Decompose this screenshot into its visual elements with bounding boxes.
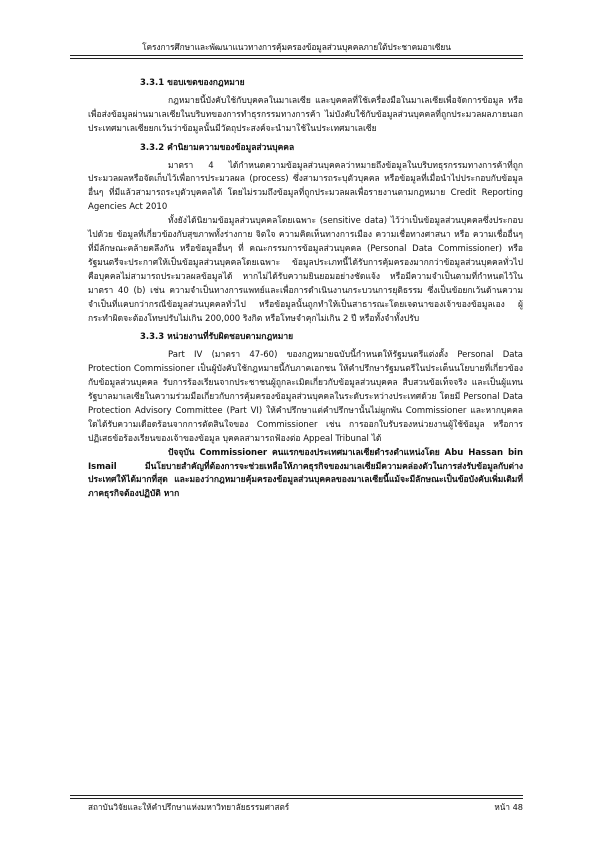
body-content: [88, 72, 523, 502]
footer-institution: สถาบันวิจัยและให้คำปรึกษาแห่งมหาวิทยาลัยธรรมศาสตร์: [88, 802, 290, 812]
scope-paragraph: กฎหมายนี้บังคับใช้กับบุคคลในมาเลเซีย และบุคคลที่ใช้เครื่องมือในมาเลเซียเพื่อจัดการข้อมูล หรือเพื่อส่งข้อมูลผ่านมาเลเซียในบริบทของการทำธุรกรรมทางการค้า ไม่บังคับใช้กับข้อมูลส่วนบุคคลที่ถูกประมวลผลภายนอกประเทศมาเลเซียยกเว้นว่าข้อมูลนั้นมีวัตถุประสงค์จะนำมาใช้ในประเทศมาเลเซีย: [88, 95, 523, 134]
authority-paragraph: Part IV (มาตรา 47-60) ของกฎหมายฉบับนี้กำหนดให้รัฐมนตรีแต่งตั้ง Personal Data Protection Commissioner เป็นผู้บังคับใช้กฎหมายนี้กับภาคเอกชน ให้คำปรึกษารัฐมนตรีในประเด็นนโยบายที่เกี่ยวข้องกับข้อมูลส่วนบุคคล รับการร้องเรียนจากประชาชนผู้ถูกละเมิดเกี่ยวกับข้อมูลส่วนบุคคล สืบสวนข้อเท็จจริง และเป็นผู้แทนรัฐบาลมาเลเซียในความร่วมมือเกี่ยวกับการคุ้มครองข้อมูลส่วนบุคคลในระดับระหว่างประเทศด้วย โดยมี Personal Data Protection Advisory Committee (Part VI) ให้คำปรึกษาแต่คำปรึกษานั้นไม่ผูกพัน Commissioner และหากบุคคลใดได้รับความเดือดร้อนจากการตัดสินใจของ Commissioner เช่น การออกใบรับรองหน่วยงานผู้ใช้ข้อมูล หรือการปฏิเสธข้อร้องเรียนของเจ้าของข้อมูล บุคคลสามารถฟ้องต่อ Appeal Tribunal ได้: [88, 350, 523, 444]
running-header: โครงการศึกษาและพัฒนาแนวทางการคุ้มครองข้อมูลส่วนบุคคลภายใต้ประชาคมอาเซียน: [142, 42, 451, 52]
section-heading-scope: 3.3.1 ขอบเขตของกฎหมาย: [140, 78, 245, 88]
section-heading-authority: 3.3.3 หน่วยงานที่รับผิดชอบตามกฎหมาย: [140, 332, 294, 343]
header-rule: [70, 55, 523, 56]
page-number: หน้า 48: [494, 802, 523, 812]
definition-paragraph-1: มาตรา 4 ได้กำหนดความข้อมูลส่วนบุคคลว่าหมายถึงข้อมูลในบริบทธุรกรรมทางการค้าที่ถูกประมวลผลหรือจัดเก็บไว้เพื่อการประมวลผล (process) ซึ่งสามารถระบุตัวบุคคล หรือข้อมูลที่เมื่อนำไปประกอบกับข้อมูลอื่นๆ ที่มีแล้วสามารถระบุตัวบุคคลได้ โดยไม่รวมถึงข้อมูลที่ถูกประมวลผลเพื่อรายงานตามกฎหมาย Credit Reporting Agencies Act 2010: [88, 160, 523, 213]
footer-rule: [70, 798, 523, 799]
commissioner-paragraph: ปัจจุบัน Commissioner คนแรกของประเทศมาเลเซียดำรงตำแหน่งโดย Abu Hassan bin Ismail มีนโยบายสำคัญที่ต้องการจะช่วยเหลือให้ภาคธุรกิจของมาเลเซียมีความคล่องตัวในการส่งรับข้อมูลกับต่างประเทศให้ได้มากที่สุด และมองว่ากฎหมายคุ้มครองข้อมูลส่วนบุคคลของมาเลเซียนี้แม้จะมีลักษณะเป็นข้อบังคับเพิ่มเติมที่ภาคธุรกิจต้องปฏิบัติ หาก: [88, 447, 523, 500]
section-heading-definition: 3.3.2 คำนิยามความของข้อมูลส่วนบุคคล: [140, 142, 295, 153]
definition-paragraph-2: ทั้งยังได้นิยามข้อมูลส่วนบุคคลโดยเฉพาะ (sensitive data) ไว้ว่าเป็นข้อมูลส่วนบุคคลซึ่งประกอบไปด้วย ข้อมูลที่เกี่ยวข้องกับสุขภาพทั้งร่างกาย จิตใจ ความคิดเห็นทางการเมือง ความเชื่อทางศาสนา หรือ ความเชื่ออื่นๆ ที่มีลักษณะคล้ายคลึงกัน หรือข้อมูลอื่นๆ ที่ คณะกรรมการข้อมูลส่วนบุคคล (Personal Data Commissioner) หรือรัฐมนตรีจะประกาศให้เป็นข้อมูลส่วนบุคคลโดยเฉพาะ ข้อมูลประเภทนี้ได้รับการคุ้มครองมากกว่าข้อมูลส่วนบุคคลทั่วไป คือบุคคลไม่สามารถประมวลผลข้อมูลได้ หากไม่ได้รับความยินยอมอย่างชัดแจ้ง หรือมีความจำเป็นตามที่กำหนดไว้ในมาตรา 40 (b) เช่น ความจำเป็นทางการแพทย์และเพื่อการดำเนินงานกระบวนการยุติธรรม ซึ่งเป็นข้อยกเว้นด้านความจำเป็นที่แคบกว่ากรณีข้อมูลส่วนบุคคลทั่วไป หรือข้อมูลนั้นถูกทำให้เป็นสาธารณะโดยเจตนาของเจ้าของข้อมูลเอง ผู้กระทำผิดจะต้องโทษปรับไม่เกิน 200,000 ริงกิต หรือโทษจำคุกไม่เกิน 2 ปี หรือทั้งจำทั้งปรับ: [88, 216, 523, 324]
header-rule-thin: [70, 58, 523, 59]
footer-rule-thin: [70, 795, 523, 796]
